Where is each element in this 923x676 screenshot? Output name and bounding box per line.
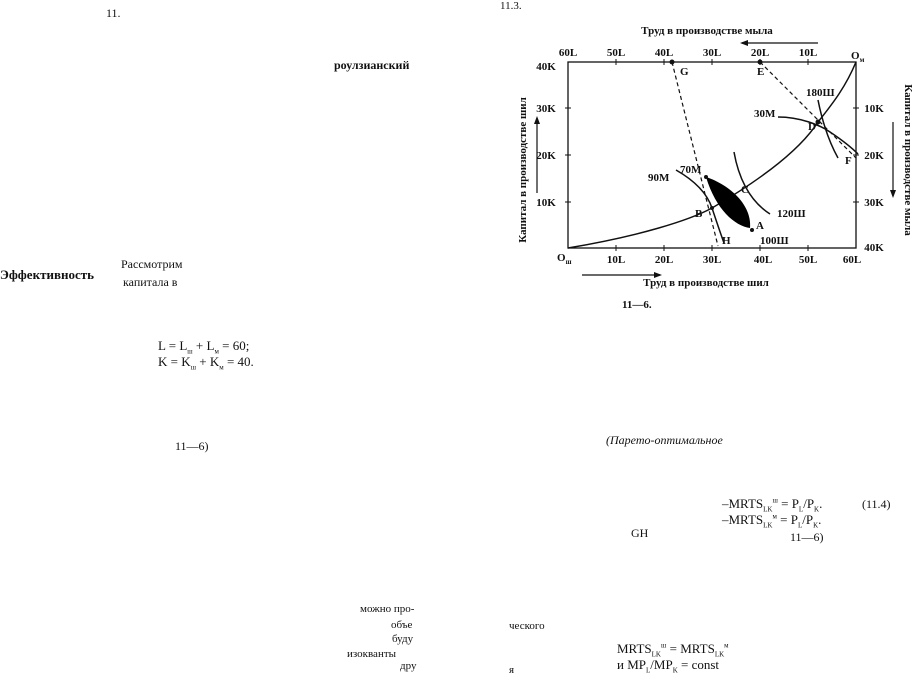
right-tick-label: 30K bbox=[864, 197, 884, 209]
heading-efficiency: Эффективность bbox=[0, 267, 94, 282]
section-number: 11. bbox=[106, 6, 121, 20]
point-g bbox=[670, 60, 675, 65]
left-tick-label: 20K bbox=[536, 150, 556, 162]
label-180sh: 180Ш bbox=[806, 87, 835, 99]
label-c: C bbox=[741, 184, 749, 196]
label-d: D bbox=[808, 121, 816, 133]
left-axis-title: Капитал в производстве шил bbox=[517, 97, 529, 243]
fragment-line-1: можно про- bbox=[360, 603, 415, 615]
paragraph-line-2: капитала в bbox=[123, 275, 178, 289]
label-b: B bbox=[695, 208, 703, 220]
gh-label: GH bbox=[631, 526, 649, 540]
term-rawlsian: роулзианский bbox=[334, 58, 410, 72]
top-axis-arrowhead bbox=[740, 40, 748, 46]
label-120sh: 120Ш bbox=[777, 208, 806, 220]
left-axis-arrowhead bbox=[534, 116, 540, 124]
label-70m: 70M bbox=[680, 164, 702, 176]
bottom-tick-label: 10L bbox=[606, 254, 626, 266]
figure-reference: 11—6) bbox=[175, 439, 209, 453]
mrts-equation-soap: $-MRTS_{LK}^ш = P_L/P_K$. bbox=[722, 496, 823, 514]
label-90m: 90M bbox=[648, 172, 670, 184]
point-b bbox=[710, 206, 714, 210]
fragment-line-3: буду bbox=[392, 633, 414, 645]
fragment-line-4: изокванты bbox=[347, 648, 397, 660]
paragraph-line-1: Рассмотрим bbox=[121, 257, 183, 271]
top-tick-label: 60L bbox=[558, 47, 578, 59]
mp-ratio-const: и $MP_L/MP_K$ = const bbox=[617, 657, 720, 675]
top-tick-label: 30L bbox=[702, 47, 722, 59]
bottom-tick-label: 40L bbox=[753, 254, 773, 266]
fragment-chesk: ческого bbox=[509, 620, 545, 632]
fragment-ya: я bbox=[509, 664, 515, 676]
fragment-line-2: объе bbox=[391, 619, 413, 631]
right-axis-arrowhead bbox=[890, 190, 896, 198]
equation-capital-total: $K = K_ш + K_м = 40$. bbox=[158, 354, 254, 372]
pareto-text: (Парето-оптимальное bbox=[606, 433, 723, 447]
bottom-axis-title: Труд в производстве шил bbox=[643, 277, 769, 289]
bottom-tick-label: 60L bbox=[842, 254, 862, 266]
label-f: F bbox=[845, 155, 852, 167]
left-tick-label: 10K bbox=[536, 197, 556, 209]
figure-caption: 11—6. bbox=[622, 299, 652, 311]
label-30m: 30M bbox=[754, 108, 776, 120]
label-e: E bbox=[757, 66, 765, 78]
origin-top-label: $O_м$ bbox=[851, 50, 865, 64]
top-tick-label: 20L bbox=[750, 47, 770, 59]
top-tick-label: 10L bbox=[798, 47, 818, 59]
top-axis-title: Труд в производстве мыла bbox=[641, 25, 773, 37]
top-tick-label: 40L bbox=[654, 47, 674, 59]
equation-labor-total: $L = L_ш + L_м = 60$; bbox=[158, 338, 250, 356]
top-tick-label: 50L bbox=[606, 47, 626, 59]
fragment-line-5: дру bbox=[400, 660, 417, 672]
bottom-tick-label: 50L bbox=[798, 254, 818, 266]
figure-reference-2: 11—6) bbox=[790, 530, 824, 544]
right-tick-label: 10K bbox=[864, 103, 884, 115]
label-a: A bbox=[756, 220, 764, 232]
equation-number: (11.4) bbox=[862, 497, 891, 511]
right-tick-label: 40K bbox=[864, 242, 884, 254]
point-m bbox=[704, 175, 708, 179]
point-e bbox=[758, 60, 763, 65]
label-g: G bbox=[680, 66, 689, 78]
label-100sh: 100Ш bbox=[760, 235, 789, 247]
bottom-tick-label: 20L bbox=[654, 254, 674, 266]
left-tick-label: 40K bbox=[536, 61, 556, 73]
right-tick-label: 20K bbox=[864, 150, 884, 162]
origin-bottom-label: $O_ш$ bbox=[557, 252, 572, 266]
label-h: H bbox=[722, 235, 731, 247]
bottom-tick-label: 30L bbox=[702, 254, 722, 266]
section-reference: 11.3. bbox=[500, 0, 522, 12]
right-axis-title: Капитал в производстве мыла bbox=[902, 84, 914, 236]
point-a bbox=[750, 228, 754, 232]
mrts-equality: $MRTS_{LK}^ш$ = $MRTS_{LK}^м$ bbox=[617, 641, 729, 659]
mrts-equation-thread: $-MRTS_{LK}^м = P_L/P_K$. bbox=[722, 512, 822, 530]
point-d bbox=[816, 120, 821, 125]
isoquant-90M bbox=[676, 170, 724, 243]
left-tick-label: 30K bbox=[536, 103, 556, 115]
